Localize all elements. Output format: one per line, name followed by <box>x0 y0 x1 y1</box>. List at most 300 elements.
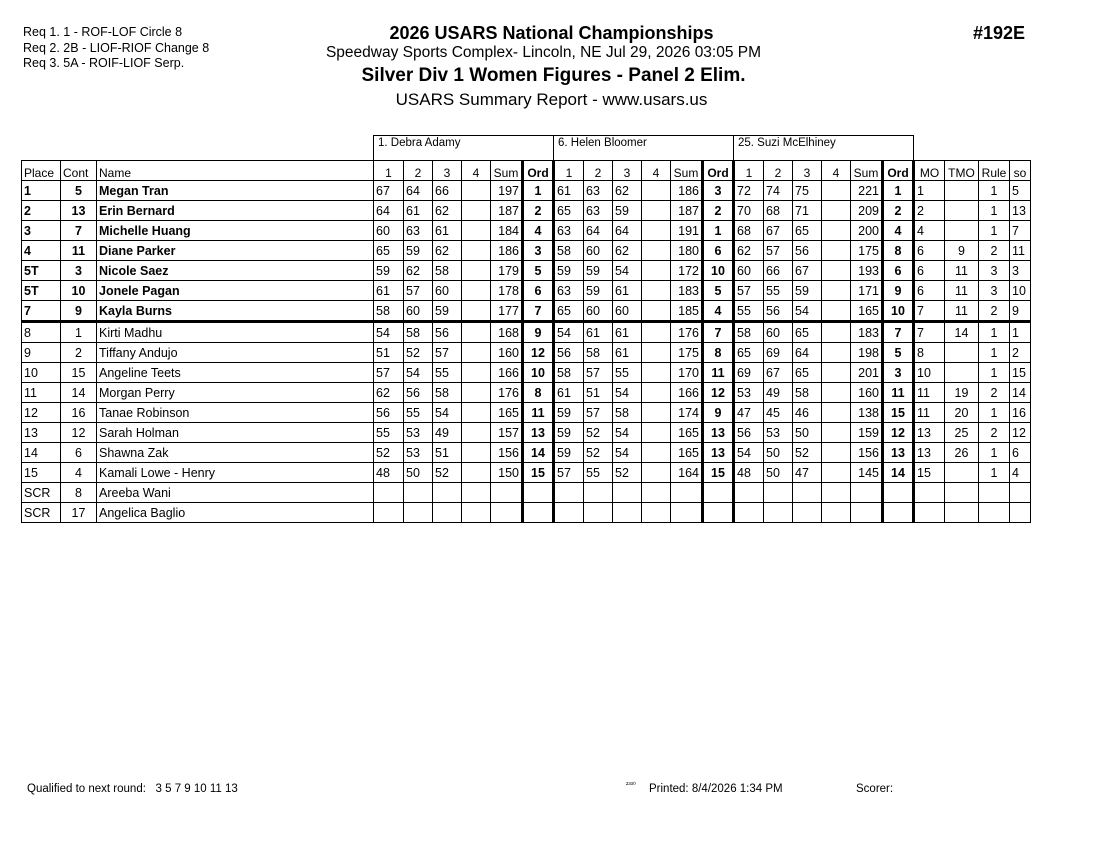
ord-cell: 10 <box>523 363 554 383</box>
score-cell: 68 <box>764 201 793 221</box>
ord-cell: 12 <box>883 423 914 443</box>
score-cell <box>642 463 671 483</box>
score-cell: 62 <box>404 261 433 281</box>
ord-cell: 15 <box>523 463 554 483</box>
col-cont-header: Cont <box>61 161 97 181</box>
score-cell: 57 <box>734 281 764 301</box>
sum-cell: 186 <box>491 241 523 261</box>
score-cell: 59 <box>554 443 584 463</box>
score-cell: 69 <box>764 343 793 363</box>
col-ord-header: Ord <box>883 161 914 181</box>
ord-cell: 1 <box>523 181 554 201</box>
name-cell: Kamali Lowe - Henry <box>97 463 374 483</box>
sum-cell: 172 <box>671 261 703 281</box>
sum-cell: 175 <box>671 343 703 363</box>
score-cell: 65 <box>793 221 822 241</box>
sum-cell: 160 <box>491 343 523 363</box>
ord-cell: 4 <box>703 301 734 322</box>
score-cell: 59 <box>433 301 462 322</box>
score-cell <box>462 281 491 301</box>
so-cell: 11 <box>1010 241 1031 261</box>
name-cell: Diane Parker <box>97 241 374 261</box>
score-cell: 55 <box>433 363 462 383</box>
score-cell: 56 <box>404 383 433 403</box>
sum-cell <box>491 503 523 523</box>
col-score-3-header: 3 <box>793 161 822 181</box>
mo-cell: 6 <box>914 261 945 281</box>
mo-cell: 13 <box>914 443 945 463</box>
score-cell <box>642 221 671 241</box>
score-cell <box>642 503 671 523</box>
mo-cell: 6 <box>914 241 945 261</box>
score-cell: 50 <box>764 443 793 463</box>
score-cell: 67 <box>374 181 404 201</box>
sum-cell: 209 <box>851 201 883 221</box>
mo-cell: 13 <box>914 423 945 443</box>
score-cell: 60 <box>374 221 404 241</box>
so-cell: 4 <box>1010 463 1031 483</box>
sum-cell: 166 <box>491 363 523 383</box>
score-cell: 53 <box>764 423 793 443</box>
sum-cell: 193 <box>851 261 883 281</box>
sum-cell: 176 <box>671 322 703 343</box>
name-cell: Morgan Perry <box>97 383 374 403</box>
cont-cell: 4 <box>61 463 97 483</box>
score-cell: 62 <box>433 241 462 261</box>
mo-cell: 15 <box>914 463 945 483</box>
place-cell: 5T <box>22 261 61 281</box>
score-cell: 57 <box>404 281 433 301</box>
col-score-2-header: 2 <box>404 161 433 181</box>
score-cell: 49 <box>764 383 793 403</box>
sum-cell: 185 <box>671 301 703 322</box>
score-cell: 58 <box>554 363 584 383</box>
score-cell: 60 <box>764 322 793 343</box>
score-cell: 58 <box>734 322 764 343</box>
cont-cell: 16 <box>61 403 97 423</box>
score-cell <box>462 483 491 503</box>
sum-cell: 187 <box>671 201 703 221</box>
score-cell: 67 <box>764 363 793 383</box>
col-place-header: Place <box>22 161 61 181</box>
score-cell <box>462 201 491 221</box>
ord-cell: 3 <box>703 181 734 201</box>
score-cell: 56 <box>793 241 822 261</box>
requirement-3: Req 3. 5A - ROIF-LIOF Serp. <box>23 56 185 70</box>
rule-cell: 1 <box>979 443 1010 463</box>
score-cell: 61 <box>554 181 584 201</box>
name-cell: Tanae Robinson <box>97 403 374 423</box>
tmo-cell <box>945 463 979 483</box>
score-cell <box>642 301 671 322</box>
score-cell: 54 <box>554 322 584 343</box>
col-mo-header: MO <box>914 161 945 181</box>
tmo-cell <box>945 363 979 383</box>
col-ord-header: Ord <box>703 161 734 181</box>
score-cell <box>642 261 671 281</box>
col-tmo-header: TMO <box>945 161 979 181</box>
score-cell <box>734 503 764 523</box>
ord-cell <box>703 503 734 523</box>
score-cell: 54 <box>734 443 764 463</box>
name-cell: Nicole Saez <box>97 261 374 281</box>
score-cell <box>822 443 851 463</box>
score-cell: 59 <box>584 261 613 281</box>
score-cell <box>822 483 851 503</box>
score-cell: 63 <box>404 221 433 241</box>
score-cell <box>822 301 851 322</box>
score-cell: 58 <box>613 403 642 423</box>
ord-cell: 6 <box>523 281 554 301</box>
score-cell <box>642 423 671 443</box>
sum-cell: 164 <box>671 463 703 483</box>
score-cell: 47 <box>793 463 822 483</box>
mo-cell: 7 <box>914 322 945 343</box>
qualified-line <box>27 783 238 795</box>
score-cell <box>374 503 404 523</box>
sum-cell: 165 <box>851 301 883 322</box>
score-cell: 60 <box>584 301 613 322</box>
name-cell: Angelica Baglio <box>97 503 374 523</box>
judge-name-1: 1. Debra Adamy <box>374 136 554 161</box>
score-cell <box>642 322 671 343</box>
score-cell <box>462 503 491 523</box>
ord-cell: 12 <box>523 343 554 363</box>
score-cell <box>642 201 671 221</box>
rule-cell: 1 <box>979 463 1010 483</box>
score-cell: 56 <box>433 322 462 343</box>
scorer-label: Scorer: <box>856 783 894 795</box>
cont-cell: 17 <box>61 503 97 523</box>
score-cell: 60 <box>734 261 764 281</box>
score-cell <box>374 483 404 503</box>
score-cell: 72 <box>734 181 764 201</box>
so-cell: 5 <box>1010 181 1031 201</box>
name-cell: Megan Tran <box>97 181 374 201</box>
score-cell <box>642 343 671 363</box>
score-cell: 54 <box>613 261 642 281</box>
score-cell <box>642 281 671 301</box>
ord-cell: 8 <box>703 343 734 363</box>
score-cell <box>584 503 613 523</box>
mo-cell: 8 <box>914 343 945 363</box>
score-cell: 54 <box>374 322 404 343</box>
so-cell: 16 <box>1010 403 1031 423</box>
sum-cell: 177 <box>491 301 523 322</box>
score-cell: 56 <box>554 343 584 363</box>
cont-cell: 12 <box>61 423 97 443</box>
so-cell: 1 <box>1010 322 1031 343</box>
rule-cell: 1 <box>979 363 1010 383</box>
sum-cell: 170 <box>671 363 703 383</box>
ord-cell <box>883 483 914 503</box>
table-row <box>22 363 1031 383</box>
score-cell <box>404 483 433 503</box>
score-cell <box>554 483 584 503</box>
name-cell: Erin Bernard <box>97 201 374 221</box>
score-cell: 55 <box>613 363 642 383</box>
score-cell <box>822 343 851 363</box>
score-cell: 66 <box>433 181 462 201</box>
score-cell: 63 <box>554 221 584 241</box>
score-cell <box>822 322 851 343</box>
ord-cell: 8 <box>523 383 554 403</box>
tmo-cell: 9 <box>945 241 979 261</box>
sum-cell: 138 <box>851 403 883 423</box>
col-ord-header: Ord <box>523 161 554 181</box>
col-score-4-header: 4 <box>642 161 671 181</box>
score-cell <box>462 443 491 463</box>
report-subtitle: USARS Summary Report - www.usars.us <box>395 90 708 109</box>
so-cell: 12 <box>1010 423 1031 443</box>
score-cell <box>822 423 851 443</box>
score-cell <box>822 261 851 281</box>
sum-cell: 198 <box>851 343 883 363</box>
score-cell <box>462 363 491 383</box>
sum-cell: 178 <box>491 281 523 301</box>
rule-cell: 1 <box>979 403 1010 423</box>
col-score-2-header: 2 <box>764 161 793 181</box>
col-sum-header: Sum <box>671 161 703 181</box>
score-cell: 62 <box>374 383 404 403</box>
score-cell <box>822 463 851 483</box>
score-cell: 52 <box>613 463 642 483</box>
score-cell: 65 <box>554 201 584 221</box>
score-cell: 60 <box>433 281 462 301</box>
score-cell <box>404 503 433 523</box>
score-cell: 61 <box>554 383 584 403</box>
sum-cell: 175 <box>851 241 883 261</box>
score-cell: 49 <box>433 423 462 443</box>
score-cell <box>793 483 822 503</box>
score-cell: 64 <box>793 343 822 363</box>
score-cell: 57 <box>374 363 404 383</box>
ord-cell: 7 <box>703 322 734 343</box>
score-cell <box>822 201 851 221</box>
place-cell: SCR <box>22 503 61 523</box>
so-cell <box>1010 483 1031 503</box>
so-cell: 3 <box>1010 261 1031 281</box>
score-cell <box>462 423 491 443</box>
ord-cell: 15 <box>883 403 914 423</box>
sum-cell: 157 <box>491 423 523 443</box>
ord-cell: 5 <box>703 281 734 301</box>
sum-cell: 165 <box>671 423 703 443</box>
place-cell: 9 <box>22 343 61 363</box>
table-row <box>22 503 1031 523</box>
print-code: ²³³⁰ <box>626 782 636 789</box>
score-cell: 61 <box>404 201 433 221</box>
score-cell: 56 <box>734 423 764 443</box>
rule-cell <box>979 503 1010 523</box>
name-cell: Jonele Pagan <box>97 281 374 301</box>
col-score-4-header: 4 <box>462 161 491 181</box>
place-cell: 8 <box>22 322 61 343</box>
score-cell: 55 <box>374 423 404 443</box>
sum-cell: 187 <box>491 201 523 221</box>
score-cell: 65 <box>734 343 764 363</box>
ord-cell: 15 <box>703 463 734 483</box>
tmo-cell: 11 <box>945 281 979 301</box>
place-cell: 14 <box>22 443 61 463</box>
table-row <box>22 322 1031 343</box>
score-cell <box>822 503 851 523</box>
score-cell: 59 <box>554 261 584 281</box>
score-cell <box>433 483 462 503</box>
sum-cell: 174 <box>671 403 703 423</box>
cont-cell: 6 <box>61 443 97 463</box>
sum-cell: 145 <box>851 463 883 483</box>
table-row <box>22 301 1031 322</box>
score-cell: 50 <box>764 463 793 483</box>
place-cell: 11 <box>22 383 61 403</box>
score-cell: 61 <box>613 322 642 343</box>
mo-cell <box>914 483 945 503</box>
championship-title: 2026 USARS National Championships <box>389 23 714 43</box>
score-cell <box>613 503 642 523</box>
score-cell: 56 <box>374 403 404 423</box>
score-cell: 52 <box>793 443 822 463</box>
so-cell: 13 <box>1010 201 1031 221</box>
score-cell: 55 <box>404 403 433 423</box>
sum-cell: 156 <box>851 443 883 463</box>
rule-cell: 1 <box>979 181 1010 201</box>
sum-cell: 166 <box>671 383 703 403</box>
cont-cell: 10 <box>61 281 97 301</box>
name-cell: Michelle Huang <box>97 221 374 241</box>
mo-cell: 2 <box>914 201 945 221</box>
rule-cell: 2 <box>979 301 1010 322</box>
sum-cell: 197 <box>491 181 523 201</box>
score-cell: 65 <box>554 301 584 322</box>
score-cell: 52 <box>584 443 613 463</box>
ord-cell: 4 <box>523 221 554 241</box>
score-cell: 57 <box>764 241 793 261</box>
score-cell <box>642 363 671 383</box>
sum-cell: 165 <box>671 443 703 463</box>
score-cell: 67 <box>793 261 822 281</box>
col-score-3-header: 3 <box>433 161 462 181</box>
place-cell: 7 <box>22 301 61 322</box>
ord-cell: 4 <box>883 221 914 241</box>
table-row <box>22 221 1031 241</box>
ord-cell: 9 <box>703 403 734 423</box>
ord-cell <box>703 483 734 503</box>
mo-cell <box>914 503 945 523</box>
score-cell: 64 <box>613 221 642 241</box>
ord-cell <box>523 483 554 503</box>
score-cell: 50 <box>404 463 433 483</box>
so-cell: 15 <box>1010 363 1031 383</box>
table-row <box>22 241 1031 261</box>
score-cell: 57 <box>584 363 613 383</box>
score-cell: 61 <box>613 343 642 363</box>
table-row <box>22 483 1031 503</box>
mo-cell: 11 <box>914 403 945 423</box>
score-cell: 55 <box>764 281 793 301</box>
table-row <box>22 463 1031 483</box>
score-cell: 64 <box>584 221 613 241</box>
score-cell: 54 <box>613 383 642 403</box>
score-cell: 54 <box>433 403 462 423</box>
score-cell <box>433 503 462 523</box>
score-cell: 48 <box>374 463 404 483</box>
sum-cell: 191 <box>671 221 703 241</box>
score-cell: 55 <box>734 301 764 322</box>
score-cell: 60 <box>584 241 613 261</box>
score-cell: 58 <box>374 301 404 322</box>
ord-cell: 10 <box>883 301 914 322</box>
judge-header-spacer-right <box>914 136 1031 161</box>
score-cell <box>462 261 491 281</box>
sum-cell: 168 <box>491 322 523 343</box>
sum-cell <box>671 503 703 523</box>
score-cell: 68 <box>734 221 764 241</box>
score-cell: 59 <box>793 281 822 301</box>
cont-cell: 2 <box>61 343 97 363</box>
score-cell: 63 <box>584 181 613 201</box>
sum-cell: 171 <box>851 281 883 301</box>
ord-cell: 1 <box>883 181 914 201</box>
col-sum-header: Sum <box>491 161 523 181</box>
table-row <box>22 181 1031 201</box>
score-cell <box>642 241 671 261</box>
table-row <box>22 343 1031 363</box>
score-cell <box>642 483 671 503</box>
ord-cell: 5 <box>523 261 554 281</box>
cont-cell: 14 <box>61 383 97 403</box>
score-cell: 65 <box>374 241 404 261</box>
ord-cell: 7 <box>523 301 554 322</box>
name-cell: Kayla Burns <box>97 301 374 322</box>
cont-cell: 3 <box>61 261 97 281</box>
score-cell <box>462 403 491 423</box>
score-cell <box>462 221 491 241</box>
score-cell: 52 <box>433 463 462 483</box>
qualified-label: Qualified to next round: <box>27 783 146 795</box>
ord-cell: 3 <box>523 241 554 261</box>
table-row <box>22 423 1031 443</box>
name-cell: Shawna Zak <box>97 443 374 463</box>
ord-cell: 13 <box>883 443 914 463</box>
sum-cell: 179 <box>491 261 523 281</box>
mo-cell: 1 <box>914 181 945 201</box>
score-cell: 64 <box>404 181 433 201</box>
score-cell: 53 <box>404 423 433 443</box>
score-cell: 58 <box>584 343 613 363</box>
mo-cell: 7 <box>914 301 945 322</box>
score-cell <box>764 483 793 503</box>
score-cell: 53 <box>734 383 764 403</box>
ord-cell: 6 <box>883 261 914 281</box>
sum-cell: 180 <box>671 241 703 261</box>
mo-cell: 4 <box>914 221 945 241</box>
so-cell: 6 <box>1010 443 1031 463</box>
cont-cell: 5 <box>61 181 97 201</box>
ord-cell: 11 <box>523 403 554 423</box>
event-number: #192E <box>972 23 1025 43</box>
ord-cell: 6 <box>703 241 734 261</box>
event-title: Silver Div 1 Women Figures - Panel 2 Elim. <box>361 65 746 86</box>
results-table <box>21 135 1031 523</box>
score-cell: 62 <box>613 241 642 261</box>
score-cell: 58 <box>433 383 462 403</box>
score-cell: 59 <box>613 201 642 221</box>
score-cell: 65 <box>793 322 822 343</box>
rule-cell: 1 <box>979 221 1010 241</box>
sum-cell: 150 <box>491 463 523 483</box>
place-cell: 5T <box>22 281 61 301</box>
